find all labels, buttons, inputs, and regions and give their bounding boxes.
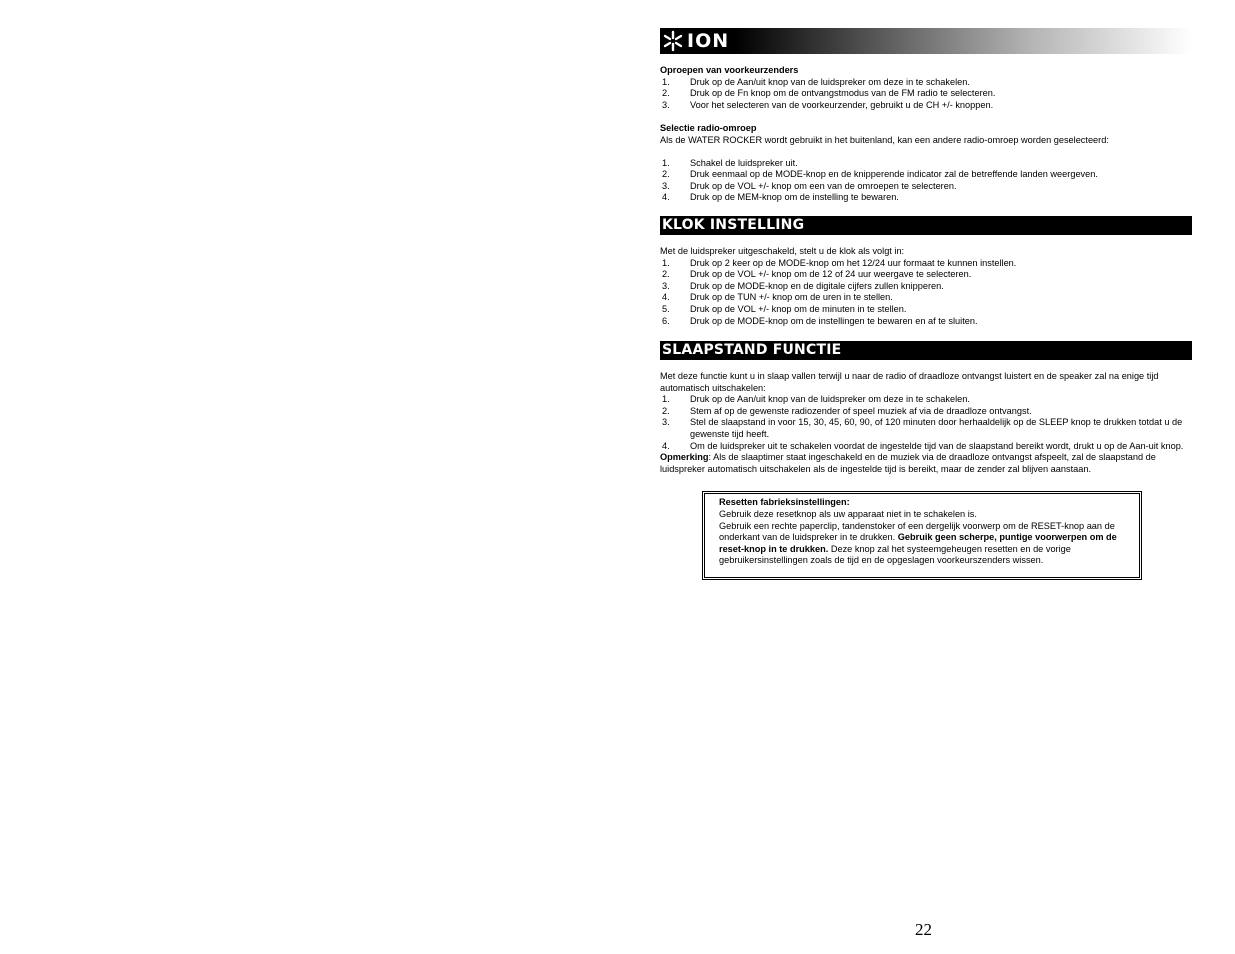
list-item [660,181,1192,193]
item-number: 2. [662,269,670,280]
ion-star-icon [662,30,684,52]
note-text: : Als de slaaptimer staat ingeschakeld en de muziek via de draadloze ontvangst afspeelt, zal de slaapstand de luidspreker automatisch uitschakelen als de ingestelde tijd is bereikt, maar de zender zal blijven aanstaan. [660,452,1156,474]
list-item [660,406,1192,418]
item-text: Druk op de VOL +/- knop om de minuten in te stellen. [690,303,907,314]
item-number: 4. [662,440,670,451]
item-text: Voor het selecteren van de voorkeurzender, gebruikt u de CH +/- knoppen. [690,99,994,110]
item-text: Stel de slaapstand in voor 15, 30, 45, 60, 90, of 120 minuten door herhaaldelijk op de SLEEP knop te drukken totdat u de gewenste tijd heeft. [690,417,1183,440]
reset-line-2 [719,521,1125,567]
presets-section [660,65,1192,111]
item-text: Druk op de VOL +/- knop om een van de omroepen te selecteren. [690,180,957,191]
broadcast-title: Selectie radio-omroep [660,123,757,134]
list-item [660,100,1192,112]
item-number: 3. [662,99,670,110]
reset-line-2-b: Deze knop zal het systeemgeheugen resetten en de vorige gebruikersinstellingen zoals de tijd en de opgeslagen voorkeurszenders wissen. [719,543,1071,566]
ion-logo-text: ION [687,30,730,52]
item-text: Druk eenmaal op de MODE-knop en de knipperende indicator zal de betreffende landen weergeven. [690,169,1098,180]
item-number: 6. [662,315,670,326]
page-number: 22 [915,920,932,939]
list-item [660,169,1192,181]
reset-notice-box [702,491,1142,580]
manual-page [660,28,1192,580]
item-text: Druk op de VOL +/- knop om de 12 of 24 uur weergave te selecteren. [690,269,972,280]
clock-section [660,246,1192,327]
sleep-heading: SLAAPSTAND FUNCTIE [660,341,1192,360]
list-item [660,394,1192,406]
list-item [660,417,1192,440]
clock-intro: Met de luidspreker uitgeschakeld, stelt u de klok als volgt in: [660,245,905,256]
reset-line-2-a: Gebruik een rechte paperclip, tandenstoker of een dergelijk voorwerp om de RESET-knop aan de onderkant van de luidspreker in te drukken. [719,520,1115,543]
list-item [660,77,1192,89]
ion-logo [660,28,729,54]
list-item [660,258,1192,270]
item-number: 3. [662,180,670,191]
broadcast-intro: Als de WATER ROCKER wordt gebruikt in het buitenland, kan een andere radio-omroep worden geselecteerd: [660,134,1109,145]
reset-warning: Gebruik geen scherpe, puntige voorwerpen om de reset-knop in te drukken. [719,532,1117,554]
broadcast-list [660,158,1192,204]
item-text: Druk op de TUN +/- knop om de uren in te stellen. [690,292,893,303]
item-number: 3. [662,417,670,428]
item-text: Stem af op de gewenste radiozender of speel muziek af via de draadloze ontvangst. [690,405,1032,416]
item-number: 2. [662,88,670,99]
broadcast-section [660,123,1192,204]
item-number: 3. [662,280,670,291]
list-item [660,281,1192,293]
item-number: 1. [662,394,670,405]
item-number: 5. [662,303,670,314]
list-item [660,316,1192,328]
item-text: Schakel de luidspreker uit. [690,157,798,168]
sleep-list [660,394,1192,452]
item-number: 2. [662,405,670,416]
note-label: Opmerking [660,452,709,463]
item-text: Druk op de MODE-knop en de digitale cijfers zullen knipperen. [690,280,944,291]
list-item [660,158,1192,170]
item-text: Druk op 2 keer op de MODE-knop om het 12/24 uur formaat te kunnen instellen. [690,257,1017,268]
item-text: Druk op de Aan/uit knop van de luidspreker om deze in te schakelen. [690,394,970,405]
item-number: 1. [662,157,670,168]
reset-line-1: Gebruik deze resetknop als uw apparaat niet in te schakelen is. [719,509,977,520]
item-number: 1. [662,76,670,87]
list-item [660,292,1192,304]
item-number: 4. [662,292,670,303]
list-item [660,88,1192,100]
sleep-section [660,371,1192,475]
brand-banner [660,28,1192,54]
item-number: 2. [662,169,670,180]
item-text: Druk op de Fn knop om de ontvangstmodus van de FM radio te selecteren. [690,88,996,99]
item-number: 1. [662,257,670,268]
item-text: Om de luidspreker uit te schakelen voordat de ingestelde tijd van de slaapstand bereikt wordt, drukt u op de Aan-uit knop. [690,440,1184,451]
item-text: Druk op de MEM-knop om de instelling te bewaren. [690,192,899,203]
reset-title: Resetten fabrieksinstellingen: [719,497,850,508]
item-text: Druk op de MODE-knop om de instellingen te bewaren en af te sluiten. [690,315,978,326]
clock-list [660,258,1192,328]
item-text: Druk op de Aan/uit knop van de luidspreker om deze in te schakelen. [690,76,970,87]
sleep-intro: Met deze functie kunt u in slaap vallen terwijl u naar de radio of draadloze ontvangst luistert en de speaker zal na enige tijd automatisch uitschakelen: [660,371,1159,393]
sleep-note [660,452,1192,475]
list-item [660,192,1192,204]
list-item [660,304,1192,316]
item-number: 4. [662,192,670,203]
presets-title: Oproepen van voorkeurzenders [660,65,799,75]
clock-heading: KLOK INSTELLING [660,216,1192,235]
list-item [660,269,1192,281]
list-item [660,441,1192,453]
presets-list [660,77,1192,112]
